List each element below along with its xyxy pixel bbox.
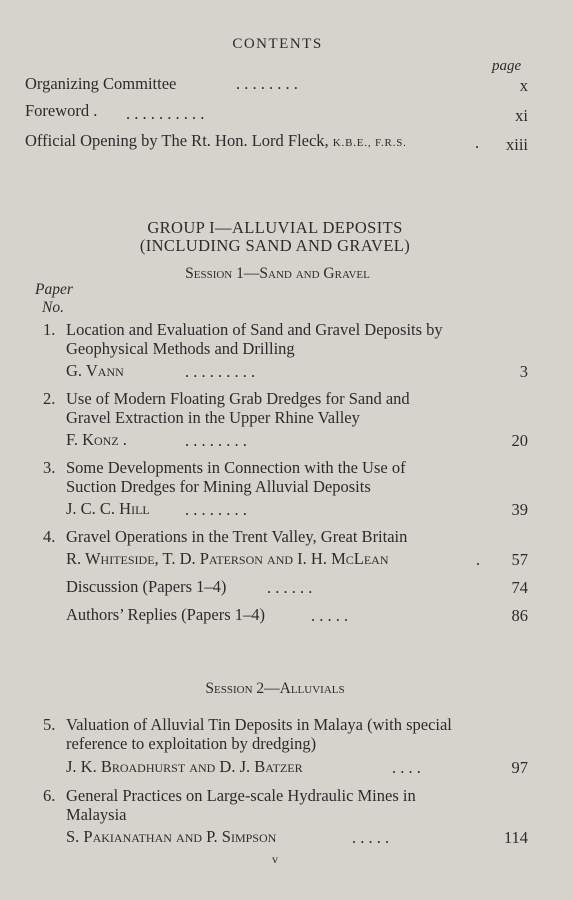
paper-column-label: Paper <box>35 281 73 298</box>
leader-dots: . <box>475 133 480 152</box>
paper-page: 114 <box>503 828 528 847</box>
paper-authors: G. Vann <box>66 361 124 380</box>
paper-title-line: Geophysical Methods and Drilling <box>66 339 295 358</box>
leader-dots: . . . . . <box>311 606 349 625</box>
entry-title: Organizing Committee <box>25 74 177 93</box>
leader-dots: . . . . . . . . <box>236 74 298 93</box>
paper-title-line: reference to exploitation by dredging) <box>66 734 317 753</box>
paper-title-line: Valuation of Alluvial Tin Deposits in Malaya (with special <box>66 715 452 734</box>
paper-title-line: Some Developments in Connection with the Use of <box>66 458 406 477</box>
paper-title-line: Use of Modern Floating Grab Dredges for Sand and <box>66 389 410 408</box>
paper-authors: J. C. C. Hill <box>66 499 150 518</box>
paper-number: 1. <box>43 320 56 339</box>
paper-title-line: Location and Evaluation of Sand and Gravel Deposits by <box>66 320 443 339</box>
paper-number: 3. <box>43 458 56 477</box>
paper-page: 57 <box>511 550 528 569</box>
paper-title-line: General Practices on Large-scale Hydraulic Mines in <box>66 786 416 805</box>
session-1-heading: Session 1—Sand and Gravel <box>185 265 370 282</box>
entry-page: xiii <box>505 135 528 154</box>
paper-page: 3 <box>519 362 528 381</box>
entry-honours: K.B.E., F.R.S. <box>332 137 407 149</box>
paper-number: 5. <box>43 715 56 734</box>
leader-dots: . . . . . <box>352 828 390 847</box>
page-column-label: page <box>492 58 522 74</box>
paper-page: 97 <box>511 758 528 777</box>
paper-title-line: Gravel Operations in the Trent Valley, Great Britain <box>66 527 408 546</box>
contents-title: CONTENTS <box>232 36 323 52</box>
paper-column-label-no: No. <box>42 299 64 316</box>
paper-title-line: Suction Dredges for Mining Alluvial Deposits <box>66 477 371 496</box>
leader-dots: . . . . . . . . . . <box>126 104 205 123</box>
session-2-heading: Session 2—Alluvials <box>205 680 345 697</box>
paper-number: 6. <box>43 786 56 805</box>
entry-page: x <box>519 76 528 95</box>
paper-page: 39 <box>511 500 528 519</box>
paper-title-line: Malaysia <box>66 805 127 824</box>
toc-entry-organizing-committee <box>25 74 176 94</box>
paper-authors: F. Konz . <box>66 430 127 449</box>
entry-page: xi <box>515 106 528 125</box>
leader-dots: . . . . . . <box>267 578 313 597</box>
authors-replies-page: 86 <box>511 606 528 625</box>
leader-dots: . <box>476 550 481 569</box>
paper-authors: S. Pakianathan and P. Simpson <box>66 827 277 846</box>
entry-title: Foreword . <box>25 101 98 120</box>
group-heading-line2: (INCLUDING SAND AND GRAVEL) <box>139 236 411 255</box>
discussion-title: Discussion (Papers 1–4) <box>66 577 227 596</box>
authors-replies-title: Authors’ Replies (Papers 1–4) <box>66 605 266 624</box>
paper-number: 4. <box>43 527 56 546</box>
paper-number: 2. <box>43 389 56 408</box>
group-heading-line1: GROUP I—ALLUVIAL DEPOSITS <box>147 218 403 237</box>
leader-dots: . . . . <box>392 758 421 777</box>
paper-title-line: Gravel Extraction in the Upper Rhine Valley <box>66 408 360 427</box>
paper-page: 20 <box>511 431 528 450</box>
toc-entry-foreword <box>25 101 97 121</box>
discussion-page: 74 <box>511 578 528 597</box>
page-folio: v <box>272 852 278 866</box>
entry-title: Official Opening by The Rt. Hon. Lord Fleck, <box>25 131 329 150</box>
leader-dots: . . . . . . . . <box>185 431 247 450</box>
toc-entry-official-opening <box>25 131 407 151</box>
paper-authors: J. K. Broadhurst and D. J. Batzer <box>66 757 303 776</box>
paper-authors: R. Whiteside, T. D. Paterson and I. H. McLean <box>66 549 389 568</box>
leader-dots: . . . . . . . . <box>185 500 247 519</box>
leader-dots: . . . . . . . . . <box>185 362 256 381</box>
